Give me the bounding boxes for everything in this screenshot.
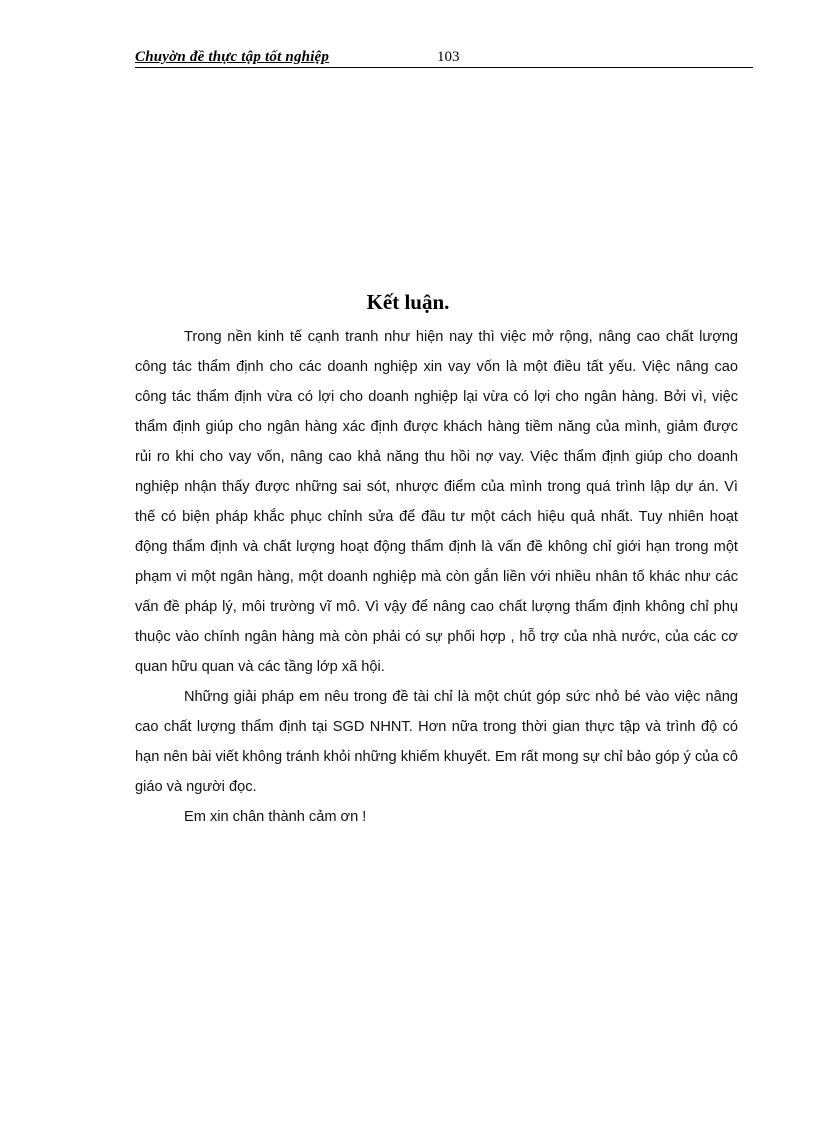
- header-title: Chuyờn đề thực tập tốt nghiệp: [135, 49, 330, 65]
- paragraph-solutions: Những giải pháp em nêu trong đề tài chỉ là một chút góp sức nhỏ bé vào việc nâng cao chất lượng thẩm định tại SGD NHNT. Hơn nữa trong thời gian thực tập và trình độ có hạn nên bài viết không tránh khỏi những khiếm khuyết. Em rất mong sự chỉ bảo góp ý của cô giáo và người đọc.: [135, 689, 738, 795]
- page-number: 103: [437, 49, 460, 65]
- paragraph-thanks: Em xin chân thành cảm ơn !: [184, 809, 367, 825]
- section-title: Kết luận.: [366, 290, 450, 314]
- paragraph-conclusion-main: Trong nền kinh tế cạnh tranh như hiện nay thì việc mở rộng, nâng cao chất lượng công tác thẩm định cho các doanh nghiệp xin vay vốn là một điều tất yếu. Việc nâng cao công tác thẩm định vừa có lợi cho doanh nghiệp lại vừa có lợi cho ngân hàng. Bởi vì, việc thẩm định giúp cho ngân hàng xác định được khách hàng tiềm năng của mình, giảm được rủi ro khi cho vay vốn, nâng cao khả năng thu hồi nợ vay. Việc thẩm định giúp cho doanh nghiệp nhận thấy được những sai sót, nhược điểm của mình trong quá trình lập dự án. Vì thế có biện pháp khắc phục chỉnh sửa để đầu tư một cách hiệu quả nhất. Tuy nhiên hoạt động thẩm định và chất lượng hoạt động thẩm định là vấn đề không chỉ giới hạn trong một phạm vi một ngân hàng, một doanh nghiệp mà còn gắn liền với nhiều nhân tố khác như các vấn đề pháp lý, môi trường vĩ mô. Vì vậy để nâng cao chất lượng thẩm định không chỉ phụ thuộc vào chính ngân hàng mà còn phải có sự phối hợp , hỗ trợ của nhà nước, của các cơ quan hữu quan và các tầng lớp xã hội.: [135, 329, 738, 675]
- page-header: [135, 47, 753, 68]
- body-text: [135, 322, 738, 832]
